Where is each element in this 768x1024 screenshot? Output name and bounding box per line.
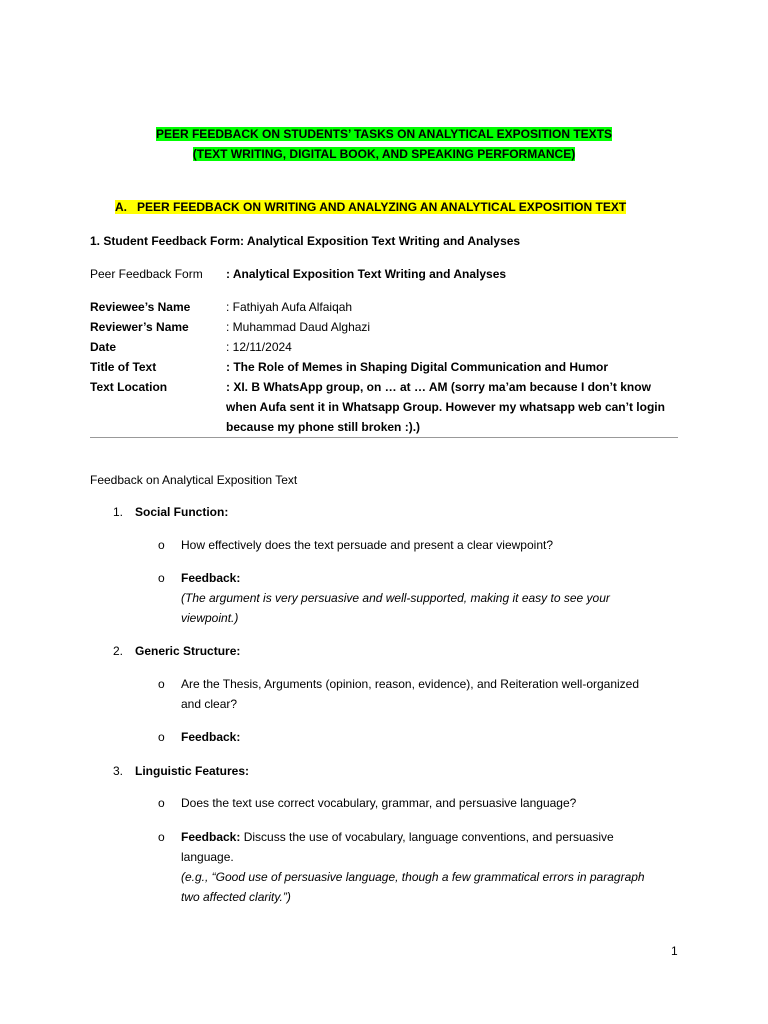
bullet-marker: o: [158, 796, 165, 810]
date-value: : 12/11/2024: [226, 340, 292, 354]
item-3-feedback: [181, 830, 614, 844]
item-1-number: 1.: [113, 505, 124, 519]
section-a-title: PEER FEEDBACK ON WRITING AND ANALYZING AN ANALYTICAL EXPOSITION TEXT: [137, 200, 627, 214]
item-3-number: 3.: [113, 764, 124, 778]
item-3-example-line-2: two affected clarity.”): [181, 890, 291, 904]
form-heading: 1. Student Feedback Form: Analytical Exposition Text Writing and Analyses: [90, 234, 521, 248]
peer-form-value: : Analytical Exposition Text Writing and Analyses: [226, 267, 507, 281]
item-2-title: Generic Structure:: [135, 644, 241, 658]
section-a-heading: [115, 200, 626, 214]
date-label: Date: [90, 340, 117, 354]
text-title-label: Title of Text: [90, 360, 157, 374]
item-3-example-line-1: (e.g., “Good use of persuasive language, though a few grammatical errors in paragraph: [181, 870, 645, 884]
section-a-label: A.: [115, 200, 127, 214]
document-title: [0, 127, 768, 141]
item-2-feedback-label: Feedback:: [181, 730, 241, 744]
bullet-marker: o: [158, 830, 165, 844]
reviewee-value: : Fathiyah Aufa Alfaiqah: [226, 300, 353, 314]
item-1-title: Social Function:: [135, 505, 229, 519]
text-location-line-3: because my phone still broken :).): [226, 420, 421, 434]
item-1-feedback-label: Feedback:: [181, 571, 241, 585]
bullet-marker: o: [158, 677, 165, 691]
item-2-question-line-2: and clear?: [181, 697, 238, 711]
bullet-marker: o: [158, 538, 165, 552]
bullet-marker: o: [158, 730, 165, 744]
item-3-title: Linguistic Features:: [135, 764, 250, 778]
item-3-feedback-label: Feedback:: [181, 830, 241, 844]
feedback-heading: Feedback on Analytical Exposition Text: [90, 473, 298, 487]
item-2-question-line-1: Are the Thesis, Arguments (opinion, reason, evidence), and Reiteration well-organized: [181, 677, 640, 691]
item-1-feedback-line-1: (The argument is very persuasive and well-supported, making it easy to see your: [181, 591, 610, 605]
item-2-number: 2.: [113, 644, 124, 658]
reviewer-label: Reviewer’s Name: [90, 320, 189, 334]
reviewee-label: Reviewee’s Name: [90, 300, 191, 314]
text-title-value: : The Role of Memes in Shaping Digital Communication and Humor: [226, 360, 609, 374]
item-3-feedback-line-2: language.: [181, 850, 234, 864]
text-location-label: Text Location: [90, 380, 168, 394]
text-location-line-2: when Aufa sent it in Whatsapp Group. However my whatsapp web can’t login: [226, 400, 665, 414]
peer-form-label: Peer Feedback Form: [90, 267, 203, 281]
item-3-question: Does the text use correct vocabulary, grammar, and persuasive language?: [181, 796, 577, 810]
document-subtitle: [0, 147, 768, 161]
section-divider: [90, 437, 678, 438]
item-1-question: How effectively does the text persuade and present a clear viewpoint?: [181, 538, 553, 552]
title-line-1: PEER FEEDBACK ON STUDENTS’ TASKS ON ANALYTICAL EXPOSITION TEXTS: [155, 127, 613, 141]
bullet-marker: o: [158, 571, 165, 585]
page-number: 1: [671, 944, 678, 958]
item-3-feedback-text: Discuss the use of vocabulary, language conventions, and persuasive: [240, 830, 614, 844]
text-location-line-1: : XI. B WhatsApp group, on … at … AM (sorry ma’am because I don’t know: [226, 380, 651, 394]
reviewer-value: : Muhammad Daud Alghazi: [226, 320, 371, 334]
item-1-feedback-line-2: viewpoint.): [181, 611, 239, 625]
title-line-2: (TEXT WRITING, DIGITAL BOOK, AND SPEAKING PERFORMANCE): [192, 147, 576, 161]
